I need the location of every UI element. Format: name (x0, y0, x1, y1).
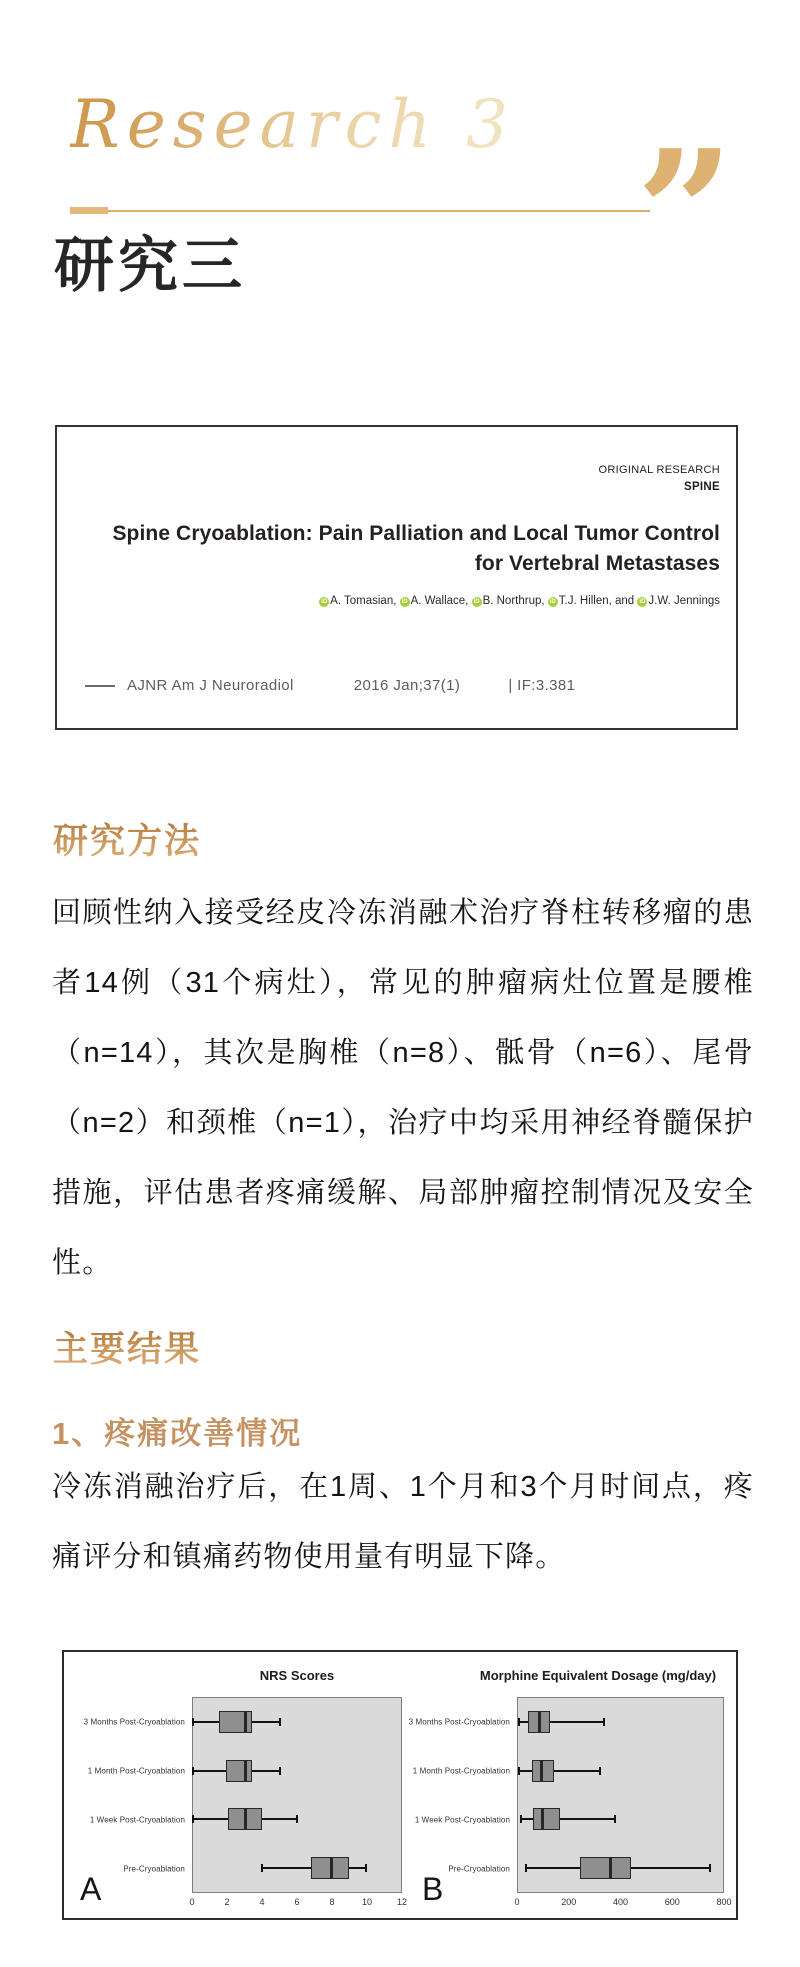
box (532, 1760, 554, 1782)
orcid-id-icon: iD (549, 599, 556, 605)
x-tick-label: 0 (514, 1897, 520, 1907)
whisker-cap-max (603, 1718, 605, 1726)
median-line (609, 1857, 612, 1879)
x-tick-label: 6 (294, 1897, 300, 1907)
whisker-cap-max (365, 1864, 367, 1872)
journal-header (599, 463, 720, 496)
citation-issue: 2016 Jan;37(1) (353, 677, 461, 694)
boxplot-figure-card (62, 1650, 738, 1920)
whisker-cap-min (525, 1864, 527, 1872)
panel-b-title: Morphine Equivalent Dosage (mg/day) (479, 1668, 717, 1683)
category-label: Pre-Cryoablation (123, 1864, 185, 1873)
category-label: 1 Week Post-Cryoablation (414, 1815, 510, 1824)
author-name: iD B. Northrup (473, 595, 542, 607)
median-line (244, 1808, 247, 1830)
x-tick-label: 2 (224, 1897, 230, 1907)
divider-line (108, 210, 650, 212)
author-name: iD T.J. Hillen (549, 595, 609, 607)
box (580, 1857, 631, 1879)
whisker-cap-max (279, 1718, 281, 1726)
whisker-cap-min (518, 1767, 520, 1775)
paper-authors: iD A. Tomasian, iD A. Wallace, iD B. Northrup, iD T.J. Hillen, and iD J.W. Jennings (321, 595, 720, 607)
category-label: 3 Months Post-Cryoablation (83, 1717, 185, 1726)
paper-title (87, 519, 720, 580)
panel-b-plot-area (517, 1697, 724, 1893)
results-subsection1-paragraph: 冷冻消融治疗后，在1周、1个月和3个月时间点，疼痛评分和镇痛药物使用量有明显下降。 (52, 1471, 754, 1573)
dash-icon (85, 685, 115, 687)
whisker-cap-min (192, 1815, 194, 1823)
citation-journal: AJNR Am J Neuroradiol (127, 677, 294, 694)
whisker-cap-max (279, 1767, 281, 1775)
author-name: iD A. Tomasian (321, 595, 394, 607)
citation-impact-factor: | IF:3.381 (508, 677, 576, 694)
page-title: 研究三 (54, 233, 246, 299)
panel-b-category-labels (408, 1697, 517, 1893)
orcid-id-icon: iD (401, 599, 408, 605)
paper-citation-card (55, 425, 738, 730)
category-label: 1 Week Post-Cryoablation (89, 1815, 185, 1824)
whisker-cap-max (599, 1767, 601, 1775)
methods-paragraph: 回顾性纳入接受经皮冷冻消融术治疗脊柱转移瘤的患者14例（31个病灶），常见的肿瘤病灶位置是腰椎（n=14），其次是胸椎（n=8）、骶骨（n=6）、尾骨（n=2）和颈椎（n=1），治疗中均采用神经脊髓保护措施，评估患者疼痛缓解、局部肿瘤控制情况及安全性。 (52, 897, 754, 1279)
x-tick-label: 200 (561, 1897, 577, 1907)
box (226, 1760, 252, 1782)
panel-a-category-labels (68, 1697, 192, 1893)
panel-a-letter: A (80, 1871, 102, 1907)
paper-title-line2: for Vertebral Metastases (474, 552, 720, 576)
x-tick-label: 12 (396, 1897, 408, 1907)
author-name: iD J.W. Jennings (639, 595, 720, 607)
whisker-cap-max (296, 1815, 298, 1823)
methods-heading: 研究方法 (53, 814, 201, 864)
orcid-id-icon: iD (639, 599, 646, 605)
median-line (244, 1711, 247, 1733)
orcid-id-icon: iD (321, 599, 328, 605)
orcid-id-icon: iD (473, 599, 480, 605)
boxplot-panel-a (68, 1652, 408, 1918)
results-subsection1-heading: 1、疼痛改善情况 (52, 1416, 303, 1451)
author-name: iD A. Wallace (401, 595, 466, 607)
category-label: 3 Months Post-Cryoablation (408, 1717, 510, 1726)
whisker-cap-min (192, 1767, 194, 1775)
median-line (330, 1857, 333, 1879)
eyebrow-research-number: Research 3 (70, 86, 516, 163)
boxplot-panel-b (408, 1652, 738, 1918)
panel-a-x-axis (68, 1897, 408, 1911)
whisker-cap-max (709, 1864, 711, 1872)
journal-header-line1: ORIGINAL RESEARCH (598, 464, 720, 476)
median-line (541, 1808, 544, 1830)
median-line (538, 1711, 541, 1733)
gold-divider (70, 207, 650, 214)
whisker-cap-min (518, 1718, 520, 1726)
panel-a-title: NRS Scores (259, 1668, 335, 1683)
x-tick-label: 0 (189, 1897, 195, 1907)
panel-a-plot-area (192, 1697, 402, 1893)
category-label: Pre-Cryoablation (448, 1864, 510, 1873)
category-label: 1 Month Post-Cryoablation (87, 1766, 185, 1775)
x-tick-label: 8 (329, 1897, 335, 1907)
median-line (540, 1760, 543, 1782)
panel-b-x-axis (408, 1897, 738, 1911)
category-label: 1 Month Post-Cryoablation (412, 1766, 510, 1775)
x-tick-label: 800 (716, 1897, 732, 1907)
whisker-cap-min (192, 1718, 194, 1726)
x-tick-label: 10 (361, 1897, 373, 1907)
box (533, 1808, 560, 1830)
x-tick-label: 600 (664, 1897, 680, 1907)
divider-tick (70, 207, 108, 214)
whisker-cap-max (614, 1815, 616, 1823)
journal-header-line2: SPINE (683, 480, 720, 493)
results-heading: 主要结果 (53, 1322, 201, 1372)
quote-icon: ” (636, 113, 728, 313)
panel-b-letter: B (422, 1871, 444, 1907)
box (219, 1711, 252, 1733)
x-tick-label: 4 (259, 1897, 265, 1907)
paper-citation-line (85, 677, 575, 694)
whisker-cap-min (261, 1864, 263, 1872)
paper-title-line1: Spine Cryoablation: Pain Palliation and Local Tumor Control (112, 522, 720, 545)
x-tick-label: 400 (612, 1897, 629, 1907)
median-line (244, 1760, 247, 1782)
whisker-cap-min (520, 1815, 522, 1823)
